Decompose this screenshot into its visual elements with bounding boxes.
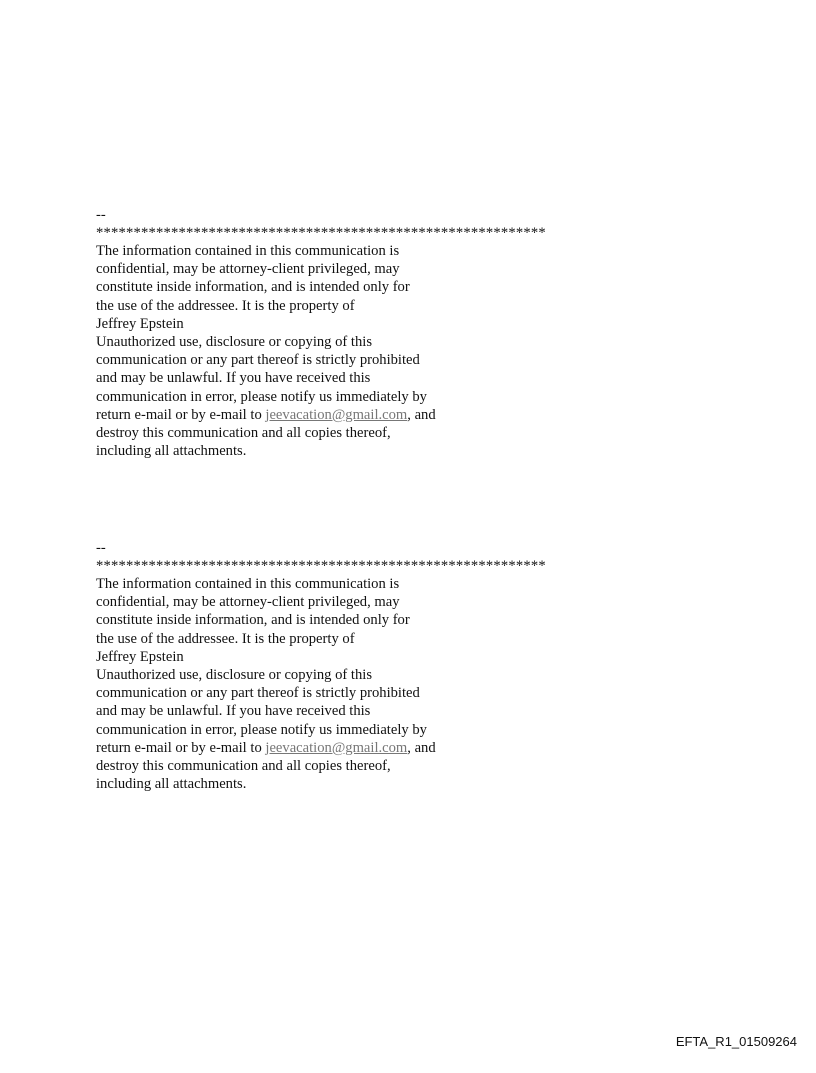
notice-line: and may be unlawful. If you have received this <box>96 370 371 387</box>
notice-line: Unauthorized use, disclosure or copying of this <box>96 334 373 351</box>
notice-line: communication in error, please notify us immediately by <box>96 721 427 738</box>
notice-line-suffix: , and <box>407 739 436 756</box>
signature-separator: -- <box>96 207 106 223</box>
notice-line-prefix: return e-mail or by e-mail to <box>96 739 266 756</box>
notice-line: constitute inside information, and is intended only for <box>96 279 410 296</box>
notice-line: The information contained in this communication is <box>96 576 400 592</box>
notice-line: destroy this communication and all copies thereof, <box>96 758 391 775</box>
notice-line: the use of the addressee. It is the property of <box>96 297 355 314</box>
notice-line: communication or any part thereof is strictly prohibited <box>96 352 420 369</box>
notice-line-suffix: , and <box>407 406 436 423</box>
notice-line: Unauthorized use, disclosure or copying of this <box>96 667 373 684</box>
notice-line: including all attachments. <box>96 443 247 460</box>
notice-line-with-email <box>96 739 616 757</box>
notice-line: The information contained in this communication is <box>96 243 400 259</box>
notice-line-prefix: return e-mail or by e-mail to <box>96 406 266 423</box>
notice-line: Jeffrey Epstein <box>96 315 184 332</box>
notice-line-with-email <box>96 406 616 424</box>
notice-line: communication in error, please notify us immediately by <box>96 388 427 405</box>
confidentiality-notice <box>96 539 616 793</box>
notice-line: communication or any part thereof is strictly prohibited <box>96 685 420 702</box>
notice-line: constitute inside information, and is intended only for <box>96 612 410 629</box>
notice-line: the use of the addressee. It is the property of <box>96 630 355 647</box>
asterisk-divider: ************************************************************ <box>96 225 546 241</box>
notice-line: confidential, may be attorney-client privileged, may <box>96 261 400 278</box>
notice-line: confidential, may be attorney-client privileged, may <box>96 594 400 611</box>
document-id-stamp: EFTA_R1_01509264 <box>675 1034 797 1049</box>
email-link[interactable]: jeevacation@gmail.com <box>265 739 408 756</box>
notice-line: destroy this communication and all copies thereof, <box>96 425 391 442</box>
confidentiality-notice <box>96 206 616 460</box>
signature-separator: -- <box>96 540 106 556</box>
notice-line: including all attachments. <box>96 776 247 793</box>
asterisk-divider: ************************************************************ <box>96 558 546 574</box>
notice-line: and may be unlawful. If you have received this <box>96 703 371 720</box>
email-link[interactable]: jeevacation@gmail.com <box>265 406 408 423</box>
notice-line: Jeffrey Epstein <box>96 648 184 665</box>
